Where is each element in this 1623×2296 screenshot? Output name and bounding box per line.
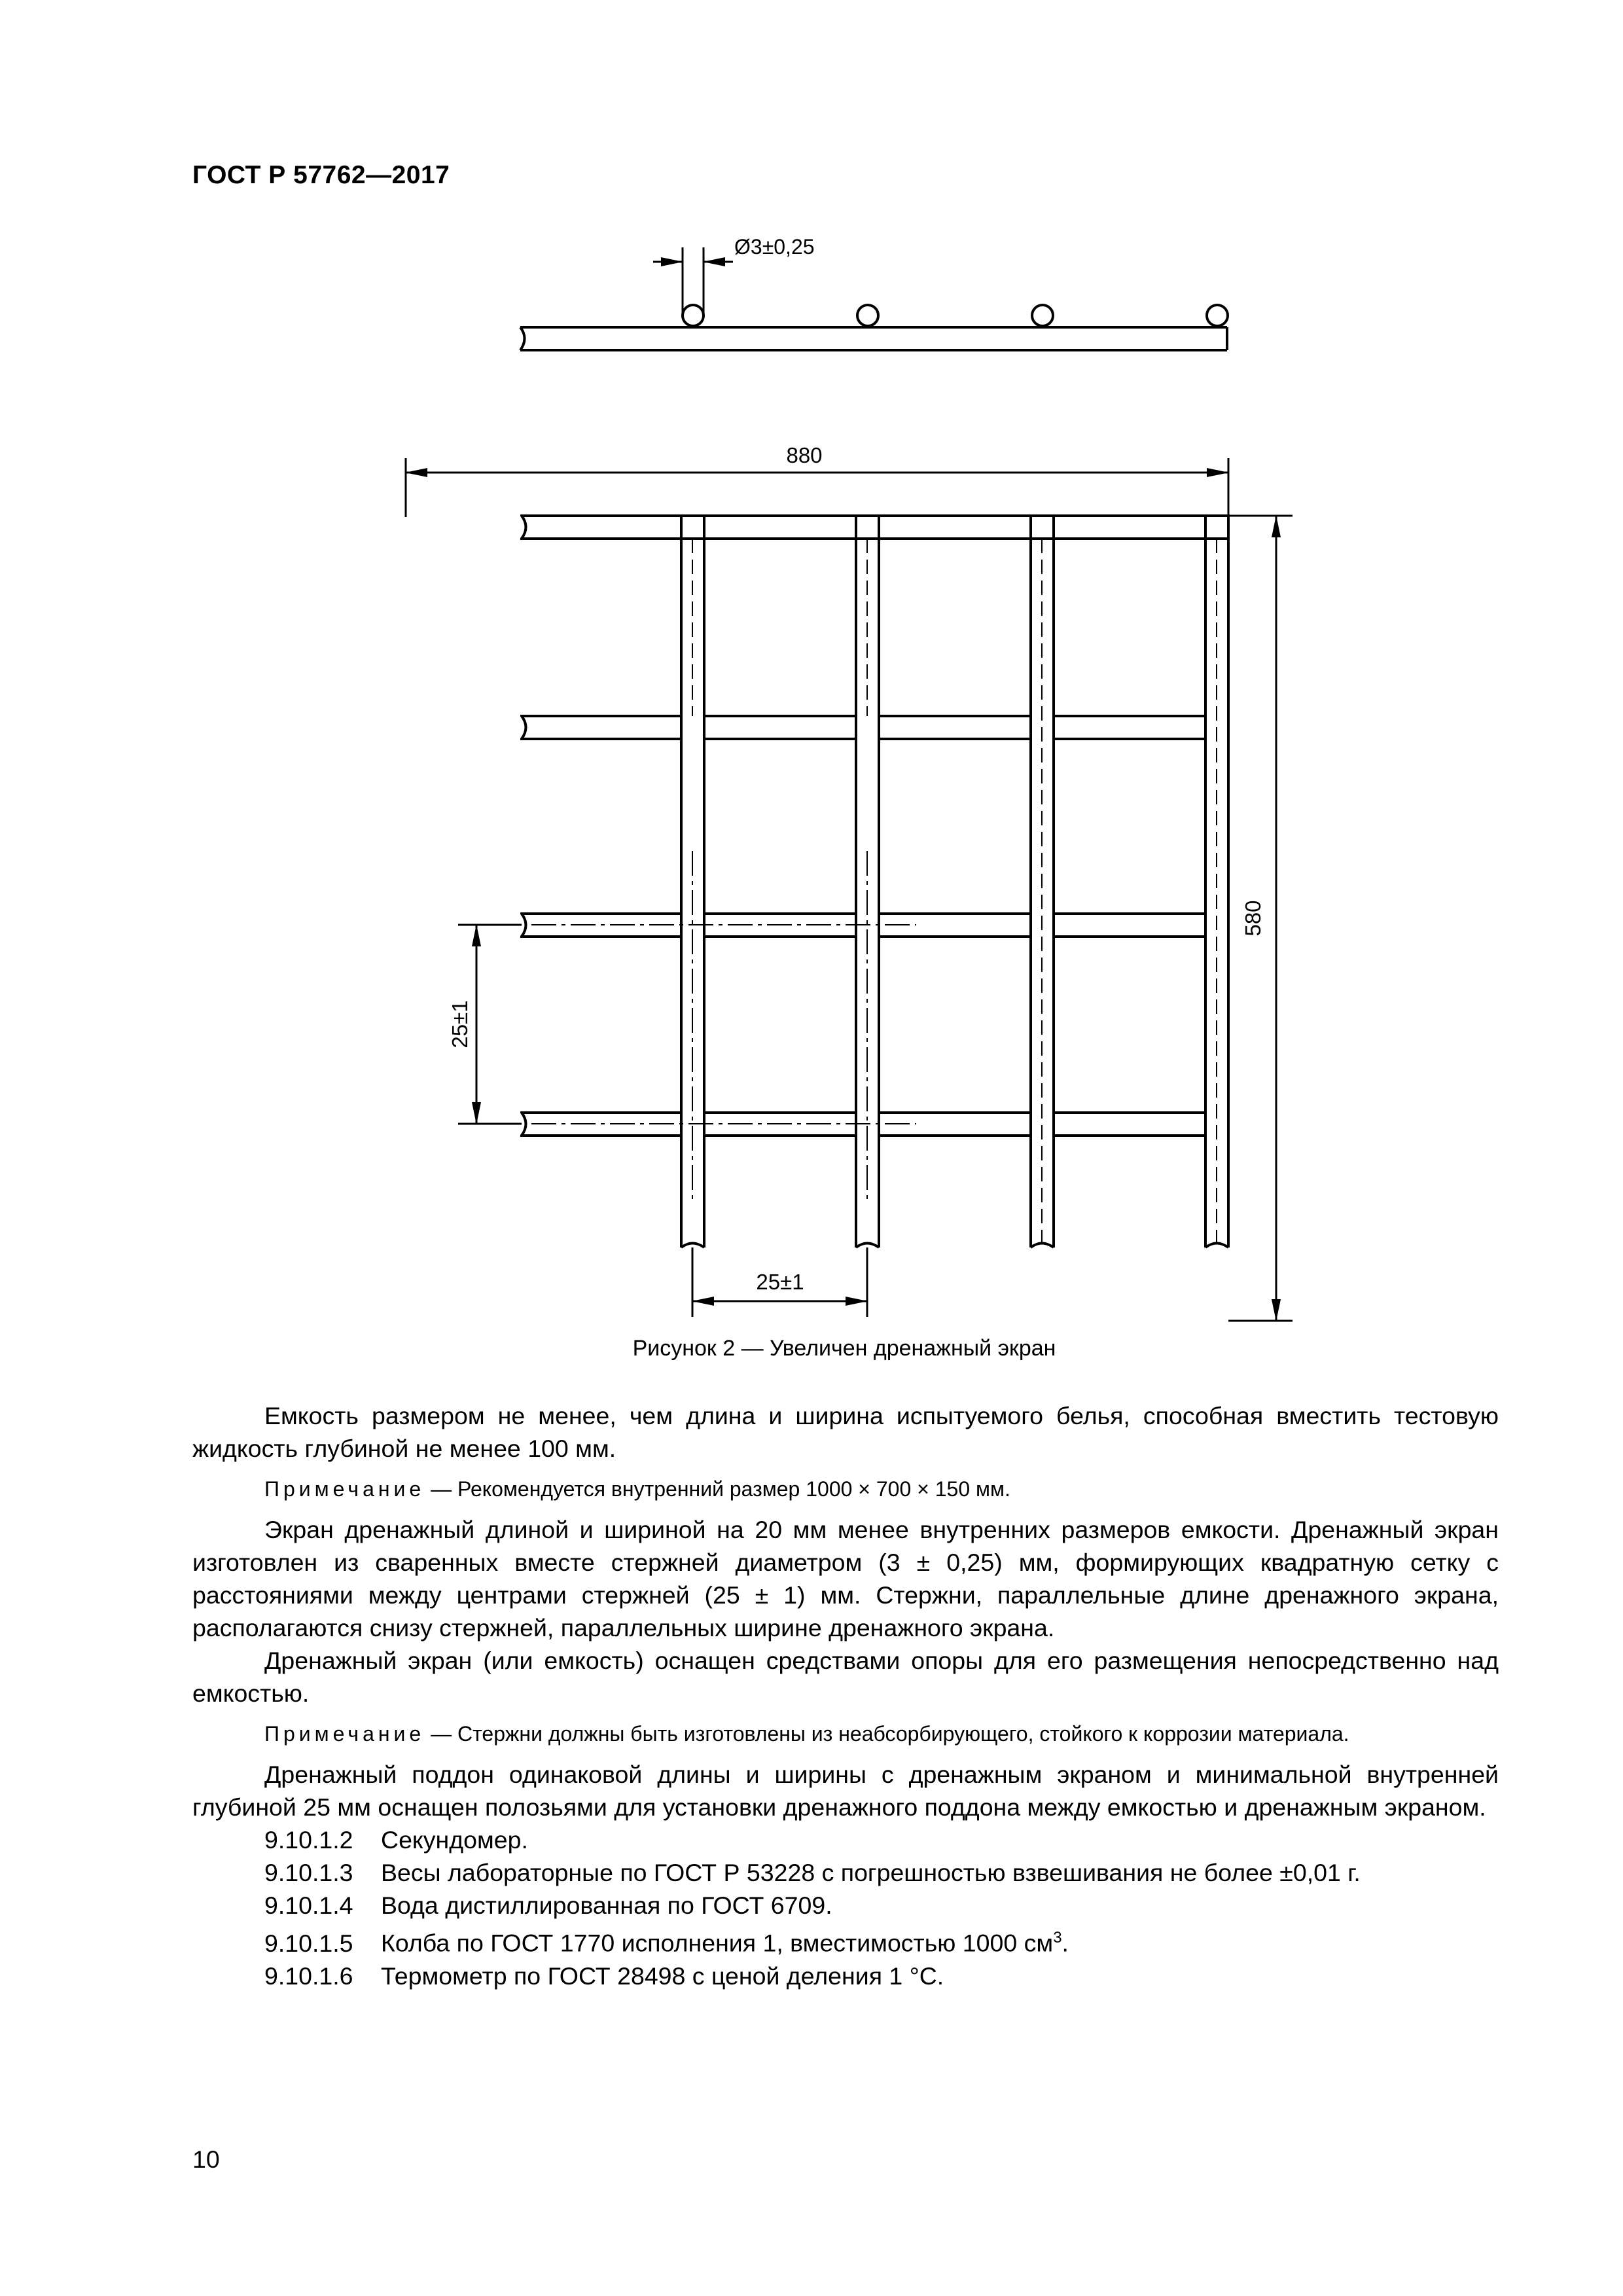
rod-section-2 [857, 305, 878, 326]
dim-height-label: 580 [1241, 900, 1265, 937]
note-2 [192, 1719, 1499, 1749]
note-1 [192, 1474, 1499, 1504]
note-1-text: — Рекомендуется внутренний размер 1000 × 700 × 150 мм. [425, 1477, 1010, 1501]
dim-width-label: 880 [786, 443, 823, 467]
paragraph-screen: Экран дренажный длиной и шириной на 20 мм менее внутренних размеров емкости. Дренажный экран изготовлен из сваренных вместе стержней диаметром (3 ± 0,25) мм, формирующих квадратную сетку с расстояниями между центрами стержней (25 ± 1) мм. Стержни, параллельные длине дренажного экрана, располагаются снизу стержней, параллельных ширине дренажного экрана. [192, 1516, 1499, 1641]
superscript: 3 [1053, 1929, 1062, 1946]
figure-caption: Рисунок 2 — Увеличен дренажный экран [632, 1336, 1056, 1361]
note-label: Примечание [264, 1722, 425, 1746]
rod-section-3 [1032, 305, 1053, 326]
side-view [520, 247, 1228, 350]
list-item: 9.10.1.3 Весы лабораторные по ГОСТ Р 53228 с погрешностью взвешивания не более ±0,01 г. [264, 1859, 1361, 1886]
list-item: 9.10.1.4 Вода дистиллированная по ГОСТ 6709. [264, 1892, 832, 1919]
document-header: ГОСТ Р 57762—2017 [192, 161, 450, 189]
page-number: 10 [192, 2145, 220, 2173]
list-item: 9.10.1.5 Колба по ГОСТ 1770 исполнения 1, вместимостью 1000 $см^3$. [264, 1929, 1069, 1957]
paragraph-tray: Дренажный поддон одинаковой длины и ширины с дренажным экраном и минимальной внутренней глубиной 25 мм оснащен полозьями для установки дренажного поддона между емкостью и дренажным экраном. [192, 1761, 1499, 1821]
note-label: Примечание [264, 1477, 425, 1501]
body-text [192, 1399, 1499, 1992]
dim-spacing-left-label: 25±1 [448, 1000, 472, 1049]
list-item: 9.10.1.6 Термометр по ГОСТ 28498 с ценой деления 1 °С. [264, 1962, 944, 1990]
dim-diameter-label: Ø3±0,25 [734, 235, 815, 259]
dim-spacing-bottom-label: 25±1 [756, 1270, 804, 1294]
paragraph-container: Емкость размером не менее, чем длина и ширина испытуемого белья, способная вместить тестовую жидкость глубиной не менее 100 мм. [192, 1402, 1499, 1462]
plan-view [406, 458, 1293, 1321]
note-2-text: — Стержни должны быть изготовлены из неабсорбирующего, стойкого к коррозии материала. [425, 1722, 1349, 1746]
paragraph-support: Дренажный экран (или емкость) оснащен средствами опоры для его размещения непосредственно над емкостью. [192, 1647, 1499, 1707]
rod-section-1 [683, 305, 704, 326]
list-item: 9.10.1.2 Секундомер. [264, 1826, 528, 1854]
rod-section-4 [1207, 305, 1228, 326]
